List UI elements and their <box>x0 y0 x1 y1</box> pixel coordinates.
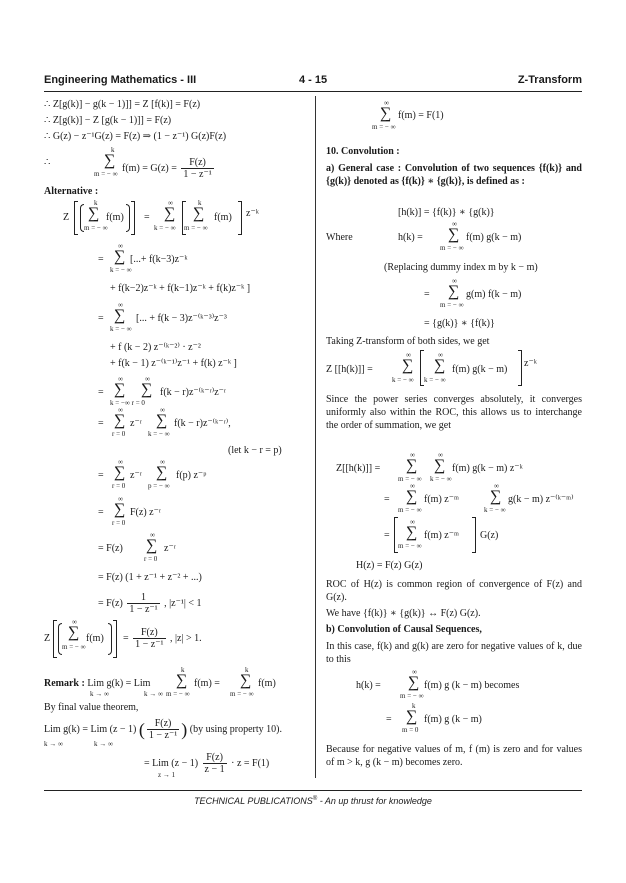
sigma-symbol: ∑ <box>156 412 168 429</box>
step-13-cond: , |z⁻¹| < 1 <box>164 597 202 609</box>
sigma-upper-inf: ∞ <box>150 531 155 539</box>
alt-zk: z⁻ᵏ <box>246 208 259 219</box>
alt-Z: Z <box>63 212 70 223</box>
step-9-zr: z⁻ʳ <box>130 470 142 481</box>
fraction-den: 1 − z⁻¹ <box>129 604 158 615</box>
sigma-symbol: ∑ <box>114 501 126 518</box>
alt-fm: f(m) <box>106 212 124 223</box>
step-12: = F(z) (1 + z⁻¹ + z⁻² + ...) <box>98 572 202 583</box>
sigma-symbol: ∑ <box>406 488 418 505</box>
fraction-den: 1 − z⁻¹ <box>148 730 178 741</box>
e1-lead: Z[[h(k)]] = <box>336 463 381 474</box>
section-10-title: 10. Convolution : <box>326 146 400 157</box>
sigma-symbol: ∑ <box>114 464 126 481</box>
step-7-eq: = <box>98 418 104 429</box>
sigma-upper-inf: ∞ <box>168 199 173 207</box>
sigma-lower: r = 0 <box>144 555 158 563</box>
conv-commute: = {g(k)} ∗ {f(k)} <box>424 318 495 329</box>
final-value-line-1: Lim g(k) = Lim (z − 1) ( $\frac{F(z)}{\text{1 − z⁻¹}}$ ) (by using property 10). <box>44 718 282 741</box>
fv1-tail: (by using property 10). <box>189 723 282 735</box>
big-bracket-left <box>74 201 78 235</box>
lim-sub: k → ∞ <box>44 740 63 748</box>
e1-body: f(m) g(k − m) z⁻ᵏ <box>452 463 523 474</box>
sigma-lower: m = − ∞ <box>398 542 422 550</box>
step-5: + f(k − 1) z⁻⁽ᵏ⁻¹⁾z⁻¹ + f(k) z⁻ᵏ ] <box>110 358 237 369</box>
fraction-num: F(z) <box>203 752 227 764</box>
step-6-eq: = <box>98 387 104 398</box>
sigma-lower: m = − ∞ <box>440 301 464 309</box>
sigma-lower: m = − ∞ <box>166 690 190 698</box>
fraction-num: F(z) <box>181 157 213 169</box>
sigma-lower: m = − ∞ <box>400 692 424 700</box>
step-13-lead: = F(z) <box>98 597 123 609</box>
sigma-upper-inf: ∞ <box>410 451 415 459</box>
sigma-upper-k: k <box>245 666 249 674</box>
sigma-upper-inf: ∞ <box>145 375 150 383</box>
step-14-fm: f(m) <box>86 633 104 644</box>
we-have: We have {f(k)} ∗ {g(k)} ↔ F(z) G(z). <box>326 608 481 619</box>
fv2-lead: = Lim (z − 1) <box>144 757 199 769</box>
fraction-den: z − 1 <box>204 764 225 775</box>
fraction-num: F(z) <box>133 627 165 639</box>
sigma-lower: m = − ∞ <box>372 123 396 131</box>
step-9-eq: = <box>98 470 104 481</box>
roc-text: ROC of H(z) is common region of convergence of F(z) and G(z). <box>326 579 582 603</box>
sigma-lower: m = 0 <box>402 726 419 734</box>
page-header <box>44 74 582 90</box>
fraction-den: 1 − z⁻¹ <box>135 639 164 650</box>
step-3: [... + f(k − 3)z⁻⁽ᵏ⁻³⁾z⁻³ <box>136 313 227 324</box>
sigma-lower: p = − ∞ <box>148 482 170 490</box>
sigma-upper-inf: ∞ <box>72 618 77 626</box>
sigma-symbol: ∑ <box>434 457 446 474</box>
step-13 <box>98 592 202 615</box>
sigma-lower: m = − ∞ <box>62 643 86 651</box>
sigma-lower: k = − ∞ <box>148 430 170 438</box>
hk2-body: f(m) g (k − m) <box>424 714 482 725</box>
fraction-den: 1 − z⁻¹ <box>183 169 212 180</box>
sigma-upper-inf: ∞ <box>160 458 165 466</box>
sigma-upper-inf: ∞ <box>412 668 417 676</box>
zt-zk: z⁻ᵏ <box>524 358 537 369</box>
since-text: Since the power series converges absolutely, it converges uniformly also within the ROC, this allows us to interchange the order of summation, we get <box>326 394 582 431</box>
fraction <box>147 718 179 741</box>
eq-line-3: ∴ G(z) − z⁻¹G(z) = F(z) ⇒ (1 − z⁻¹) G(z)F(z) <box>44 131 227 142</box>
conv-def: [h(k)] = {f(k)} ∗ {g(k)} <box>398 207 495 218</box>
sigma-upper-inf: ∞ <box>410 518 415 526</box>
general-case-text: a) General case : Convolution of two sequences {f(k)} and {g(k)} denoted as {f(k)} ∗ {g(k)}, is defined as : <box>326 163 582 187</box>
sigma-symbol: ∑ <box>176 672 188 689</box>
e3-fm: f(m) z⁻ᵐ <box>424 530 459 541</box>
bracket-right <box>518 350 522 386</box>
brace-right <box>108 623 112 655</box>
header-chapter: Z-Transform <box>517 74 582 86</box>
sigma-symbol: ∑ <box>114 412 126 429</box>
sigma-lower: k = − ∞ <box>484 506 506 514</box>
lim-sub: k → ∞ <box>144 690 163 698</box>
hk-causal-lead: h(k) = <box>356 680 381 691</box>
sigma-upper-k: k <box>94 199 98 207</box>
step-6: f(k − r)z⁻⁽ᵏ⁻ʳ⁾z⁻ʳ <box>160 387 227 398</box>
step-14-cond: , |z| > 1. <box>170 632 202 644</box>
sigma-upper-k: k <box>412 702 416 710</box>
lim-sub: k → ∞ <box>94 740 113 748</box>
step-14-body <box>123 627 202 650</box>
bracket-left <box>53 620 57 658</box>
remark <box>44 678 150 690</box>
sigma-lower: k = − ∞ <box>392 376 414 384</box>
step-10: F(z) z⁻ʳ <box>130 507 162 518</box>
sigma-upper-inf: ∞ <box>118 301 123 309</box>
step-14-eq: = <box>123 632 129 644</box>
sigma-lower: m = − ∞ <box>230 690 254 698</box>
fv1-lead: Lim g(k) = Lim (z − 1) <box>44 723 137 735</box>
sigma-symbol: ∑ <box>240 672 252 689</box>
fv2-tail: · z = F(1) <box>231 757 270 769</box>
sigma-lower: k = − ∞ <box>430 475 452 483</box>
footer-brand: TECHNICAL PUBLICATIONS <box>194 796 313 806</box>
sigma-symbol: ∑ <box>114 307 126 324</box>
sigma-symbol: ∑ <box>146 537 158 554</box>
sigma-upper-inf: ∞ <box>118 495 123 503</box>
eq-line-2: ∴ Z[g(k)] − Z [g(k − 1)]] = F(z) <box>44 115 172 126</box>
sigma-symbol: ∑ <box>448 283 460 300</box>
sigma-upper-inf: ∞ <box>118 242 123 250</box>
remark-label: Remark : <box>44 678 85 689</box>
fraction <box>133 627 165 650</box>
sigma-upper-inf: ∞ <box>406 351 411 359</box>
zt-lead: Z [[h(k)]] = <box>326 364 373 375</box>
sigma-lower: r = 0 <box>112 430 126 438</box>
fraction <box>203 752 227 775</box>
taking-text: Taking Z-transform of both sides, we get <box>326 336 490 347</box>
sigma-lower: r = 0 <box>112 482 126 490</box>
header-book-title: Engineering Mathematics - III <box>44 74 197 86</box>
sigma-symbol: ∑ <box>114 381 126 398</box>
e3-eq: = <box>384 530 390 541</box>
sigma-upper-inf: ∞ <box>118 458 123 466</box>
step-2: + f(k−2)z⁻ᵏ + f(k−1)z⁻ᵏ + f(k)z⁻ᵏ ] <box>110 283 251 294</box>
because-text: Because for negative values of m, f (m) is zero and for values of m > k, g (k − m) becomes zero. <box>326 744 582 768</box>
sigma-upper-inf: ∞ <box>384 99 389 107</box>
e3-gz: G(z) <box>480 530 499 541</box>
alt-eq: = <box>144 212 150 223</box>
sigma-symbol: ∑ <box>490 488 502 505</box>
zt-body: f(m) g(k − m) <box>452 364 508 375</box>
footer-rule <box>44 790 582 791</box>
sigma-upper-inf: ∞ <box>118 375 123 383</box>
sigma-upper-inf: ∞ <box>452 220 457 228</box>
sigma-symbol: ∑ <box>141 381 153 398</box>
sigma-upper-k: k <box>181 666 185 674</box>
step-1: [...+ f(k−3)z⁻ᵏ <box>130 254 188 265</box>
bracket-right <box>238 201 242 235</box>
sigma-upper-inf: ∞ <box>452 277 457 285</box>
big-bracket-right <box>131 201 135 235</box>
sigma-symbol: ∑ <box>114 248 126 265</box>
hk-body: f(m) g(k − m) <box>466 232 522 243</box>
page-footer <box>0 796 626 806</box>
replacing-note: (Replacing dummy index m by k − m) <box>384 262 538 273</box>
conv-swap: g(m) f(k − m) <box>466 289 522 300</box>
alt-fm2: f(m) <box>214 212 232 223</box>
e2-eq: = <box>384 494 390 505</box>
sigma-lower: k = − ∞ <box>110 266 132 274</box>
header-page-number: 4 - 15 <box>299 74 328 86</box>
where-label: Where <box>326 232 353 243</box>
eq-line-4-therefore: ∴ <box>44 157 51 168</box>
step-11: = F(z) <box>98 543 123 554</box>
step-14-Z: Z <box>44 633 51 644</box>
sigma-symbol: ∑ <box>406 524 418 541</box>
brace-right <box>126 204 130 232</box>
step-4: + f (k − 2) z⁻⁽ᵏ⁻²⁾ · z⁻² <box>110 342 201 353</box>
e2-fm: f(m) z⁻ᵐ <box>424 494 459 505</box>
sigma-lower: m = − ∞ <box>398 506 422 514</box>
bracket-right <box>113 620 117 658</box>
lim-sub: z → 1 <box>158 771 176 779</box>
sigma-upper-k: k <box>111 146 115 154</box>
sigma-upper-k: k <box>198 199 202 207</box>
sigma-symbol: ∑ <box>164 205 176 222</box>
sigma-upper-inf: ∞ <box>118 406 123 414</box>
lim-sub: k → ∞ <box>90 690 109 698</box>
sigma-upper-inf: ∞ <box>438 451 443 459</box>
sigma-symbol: ∑ <box>448 226 460 243</box>
conv-swap-eq: = <box>424 289 430 300</box>
top-expr: f(m) = F(1) <box>398 110 444 121</box>
hk-causal-body: f(m) g (k − m) becomes <box>424 680 520 691</box>
hz-result: H(z) = F(z) G(z) <box>356 560 423 571</box>
sigma-symbol: ∑ <box>406 708 418 725</box>
sigma-symbol: ∑ <box>408 674 420 691</box>
sigma-symbol: ∑ <box>380 105 392 122</box>
sigma-lower: m = − ∞ <box>84 224 108 232</box>
header-rule <box>44 91 582 92</box>
final-value-intro: By final value theorem, <box>44 702 139 713</box>
step-7: f(k − r)z⁻⁽ᵏ⁻ʳ⁾, <box>174 418 231 429</box>
sigma-lower: r = 0 <box>112 519 126 527</box>
sigma-upper-inf: ∞ <box>160 406 165 414</box>
e2-gk: g(k − m) z⁻⁽ᵏ⁻ᵐ⁾ <box>508 494 574 505</box>
sigma-symbol: ∑ <box>406 457 418 474</box>
sigma-lower: k = − ∞ <box>424 376 446 384</box>
bracket-right <box>472 517 476 553</box>
fraction-num: 1 <box>127 592 159 604</box>
sigma-lower: m = − ∞ <box>94 170 118 178</box>
sigma-lower: k = −∞ r = 0 <box>110 399 145 407</box>
fraction-num: F(z) <box>147 718 179 730</box>
remark-mid: f(m) = <box>194 678 220 689</box>
eq-line-4-body <box>122 157 216 180</box>
sigma-upper-inf: ∞ <box>410 482 415 490</box>
sigma-symbol: ∑ <box>434 357 446 374</box>
footer-tagline: - An up thrust for knowledge <box>317 796 432 806</box>
step-3-eq: = <box>98 313 104 324</box>
step-10-eq: = <box>98 507 104 518</box>
causal-title: b) Convolution of Causal Sequences, <box>326 624 482 635</box>
remark-lim: Lim g(k) = Lim <box>87 678 151 689</box>
hk-lead: h(k) = <box>398 232 423 243</box>
sigma-symbol: ∑ <box>402 357 414 374</box>
step-7-zr: z⁻ʳ <box>130 418 142 429</box>
step-8: (let k − r = p) <box>228 445 282 456</box>
sigma-symbol: ∑ <box>104 152 116 169</box>
sigma-lower: m = − ∞ <box>440 244 464 252</box>
remark-end: f(m) <box>258 678 276 689</box>
sigma-upper-inf: ∞ <box>494 482 499 490</box>
sigma-upper-inf: ∞ <box>438 351 443 359</box>
causal-text: In this case, f(k) and g(k) are zero for negative values of k, due to this <box>326 641 582 665</box>
registered-mark: ® <box>312 796 318 802</box>
sigma-symbol: ∑ <box>156 464 168 481</box>
fraction <box>127 592 159 615</box>
sigma-symbol: ∑ <box>68 624 80 641</box>
eq-line-4-expr: f(m) = G(z) = <box>122 162 177 174</box>
eq-line-1: ∴ Z[g(k)] − g(k − 1)]] = Z [f(k)] = F(z) <box>44 99 201 110</box>
step-11-zr: z⁻ʳ <box>164 543 176 554</box>
sigma-lower: k = − ∞ <box>110 325 132 333</box>
step-1-eq: = <box>98 254 104 265</box>
alternative-heading: Alternative : <box>44 186 99 197</box>
sigma-symbol: ∑ <box>88 205 100 222</box>
fraction <box>181 157 213 180</box>
sigma-lower: m = − ∞ <box>398 475 422 483</box>
step-9: f(p) z⁻ᵖ <box>176 470 207 481</box>
hk2-eq: = <box>386 714 392 725</box>
sigma-lower: m = − ∞ <box>184 224 208 232</box>
sigma-symbol: ∑ <box>193 205 205 222</box>
column-divider <box>315 96 316 778</box>
sigma-lower: k = − ∞ <box>154 224 176 232</box>
